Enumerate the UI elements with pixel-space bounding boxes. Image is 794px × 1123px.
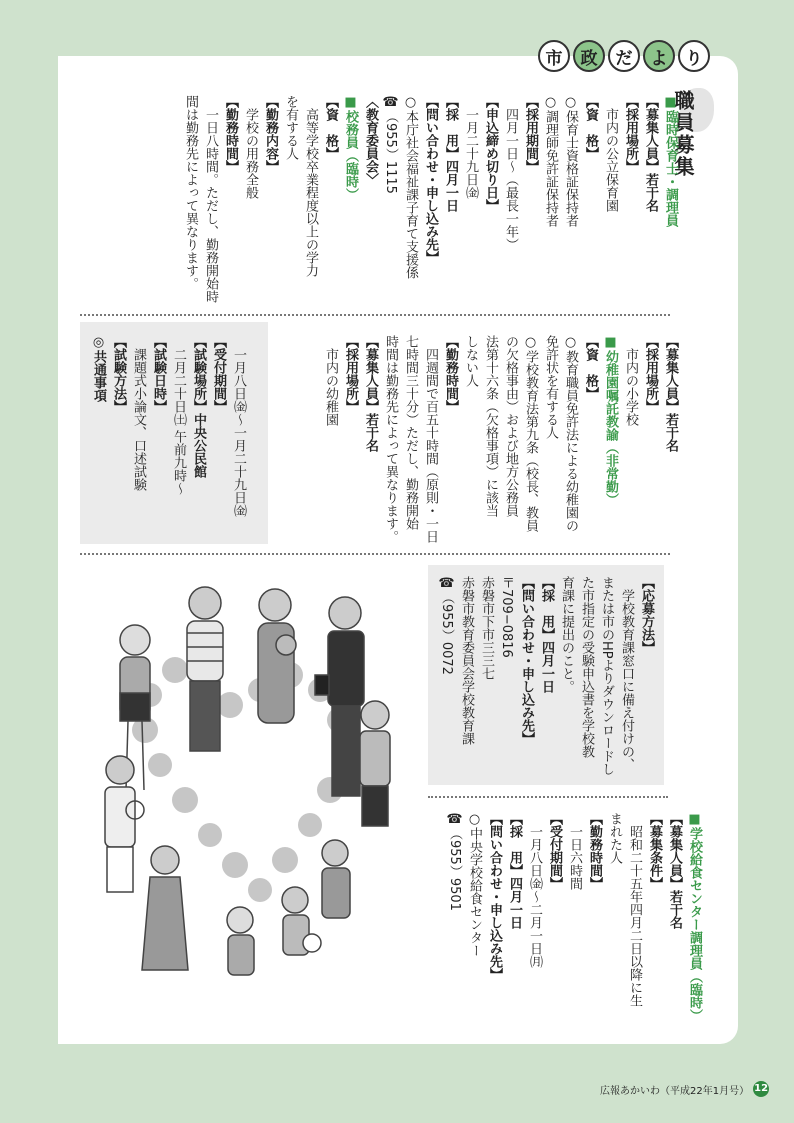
text-line: ☎（955）0072: [439, 576, 454, 675]
figure-girl-tennis: [105, 756, 144, 892]
text-line: まれた人: [607, 812, 622, 864]
apply-section: [436, 576, 656, 776]
text-line: ◎共通事項: [91, 335, 106, 402]
text-line: 【採用場所】: [343, 335, 358, 413]
text-line: 四月一日〜（最長一年）: [503, 95, 518, 251]
text-line: 二月二十日㈯ 午前九時〜: [171, 335, 186, 496]
page-number: 12: [753, 1081, 769, 1097]
text-line: 一日八時間。ただし、勤務開始時: [203, 95, 218, 303]
text-line: 一月八日㈮〜二月一日㈪: [527, 812, 542, 968]
figure-man-striped: [187, 587, 223, 751]
text-line: を有する人: [283, 95, 298, 160]
text-line: 【問い合わせ・申し込み先】: [519, 576, 534, 745]
text-line: 【募集人員】若干名: [663, 335, 678, 452]
text-line: 免許状を有する人: [543, 335, 558, 439]
text-line: ○保育士資格証保持者: [563, 95, 578, 227]
text-line: 【勤務時間】: [587, 812, 602, 890]
figure-girl-dress: [142, 846, 188, 970]
text-line: 【勤務内容】: [263, 95, 278, 173]
text-line: 【勤務時間】: [443, 335, 458, 413]
text-line: 【採 用】四月一日: [507, 812, 522, 929]
text-line: 昭和二十五年四月二日以降に生: [627, 812, 642, 1007]
text-line: 赤磐市下市三三七: [479, 576, 494, 680]
column-middle: [320, 335, 680, 543]
text-line: 学校の用務全般: [243, 95, 258, 199]
text-line: ■学校給食センター調理員（臨時）: [687, 812, 702, 1022]
masthead-char: だ: [608, 40, 640, 72]
text-line: 赤磐市教育委員会学校教育課: [459, 576, 474, 745]
figure-boy-right: [360, 701, 390, 826]
figure-boy-ball: [282, 887, 321, 955]
text-line: ○調理師免許証保持者: [543, 95, 558, 227]
text-line: 【勤務時間】: [223, 95, 238, 173]
text-line: 育課に提出のこと。: [559, 576, 574, 693]
figures: [105, 587, 390, 975]
text-line: 【資 格】: [583, 335, 598, 400]
figure-child-center: [227, 907, 254, 975]
divider: [80, 314, 670, 316]
common-section: [88, 335, 248, 517]
text-line: 市内の公立保育園: [603, 95, 618, 212]
text-line: 〒709−0816: [499, 576, 514, 658]
text-line: 時間は勤務先によって異なります。: [383, 335, 398, 543]
text-line: ■幼稚園嘱託教諭（非常勤）: [603, 335, 618, 506]
text-line: 【採 用】四月一日: [443, 95, 458, 212]
text-line: 高等学校卒業程度以上の学力: [303, 95, 318, 277]
text-line: 【募集条件】: [647, 812, 662, 890]
text-line: 【受付期間】: [547, 812, 562, 890]
text-line: ○学校教育法第九条（校長、教員: [523, 335, 538, 532]
text-line: 一月八日㈮〜一月二十九日㈮: [231, 335, 246, 517]
text-line: 【問い合わせ・申し込み先】: [487, 812, 502, 981]
figure-woman-baby: [258, 589, 296, 723]
text-line: 【試験場所】中央公民館: [191, 335, 206, 478]
text-line: 【申込締め切り日】: [483, 95, 498, 212]
text-line: ☎（955）9501: [447, 812, 462, 911]
text-line: ○教育職員免許法による幼稚園の: [563, 335, 578, 532]
masthead: [538, 40, 710, 72]
masthead-char: 政: [573, 40, 605, 72]
masthead-char: り: [678, 40, 710, 72]
text-line: 一月二十九日㈮: [463, 95, 478, 199]
masthead-char: よ: [643, 40, 675, 72]
text-line: 【試験日時】: [151, 335, 166, 413]
text-line: 市内の幼稚園: [323, 335, 338, 426]
divider: [428, 796, 668, 798]
text-line: 【受付期間】: [211, 335, 226, 413]
text-line: 法第十六条（欠格事項）に該当: [483, 335, 498, 517]
text-line: 【募集人員】若干名: [363, 335, 378, 452]
text-line: ■臨時保育士・調理員: [663, 95, 678, 227]
text-line: 【採用期間】: [523, 95, 538, 173]
text-line: 【募集人員】若干名: [643, 95, 658, 212]
text-line: しない人: [463, 335, 478, 387]
footer-publication: 広報あかいわ（平成22年1月号）: [600, 1085, 750, 1097]
text-line: ■校務員（臨時）: [343, 95, 358, 201]
text-line: た市指定の受験申込書を学校教: [579, 576, 594, 758]
text-line: 間は勤務先によって異なります。: [183, 95, 198, 290]
text-line: 【資 格】: [323, 95, 338, 160]
text-line: ☎（955）1115: [383, 95, 398, 194]
text-line: ○中央学校給食センター: [467, 812, 482, 957]
divider: [80, 553, 670, 555]
text-line: 【問い合わせ・申し込み先】: [423, 95, 438, 264]
people-illustration: [90, 575, 420, 1005]
text-line: 【採用場所】: [643, 335, 658, 413]
text-line: 〈教育委員会〉: [363, 95, 378, 186]
text-line: 市内の小学校: [623, 335, 638, 426]
text-line: 学校教育課窓口に備え付けの、: [619, 576, 634, 771]
text-line: 【募集人員】若干名: [667, 812, 682, 929]
text-line: 【採用場所】: [623, 95, 638, 173]
text-line: 【試験方法】: [111, 335, 126, 413]
column-top: [180, 95, 680, 303]
section-title: 職員募集: [671, 90, 695, 178]
text-line: 【資 格】: [583, 95, 598, 160]
text-line: 【採 用】四月一日: [539, 576, 554, 693]
text-line: 【応募方法】: [639, 576, 654, 654]
text-line: の欠格事由）および地方公務員: [503, 335, 518, 517]
masthead-char: 市: [538, 40, 570, 72]
footer: [600, 1081, 769, 1097]
text-line: 一日六時間: [567, 812, 582, 890]
text-line: 七時間三十分）ただし、勤務開始: [403, 335, 418, 530]
text-line: または市のHPよりダウンロードし: [599, 576, 614, 776]
text-line: ○本庁社会福祉課子育て支援係: [403, 95, 418, 279]
text-line: 課題式小論文、口述試験: [131, 335, 146, 491]
figure-girl-waving: [322, 840, 350, 918]
column-lunch-center: [444, 812, 704, 1022]
text-line: 四週間で百五十時間（原則・一日: [423, 335, 438, 543]
